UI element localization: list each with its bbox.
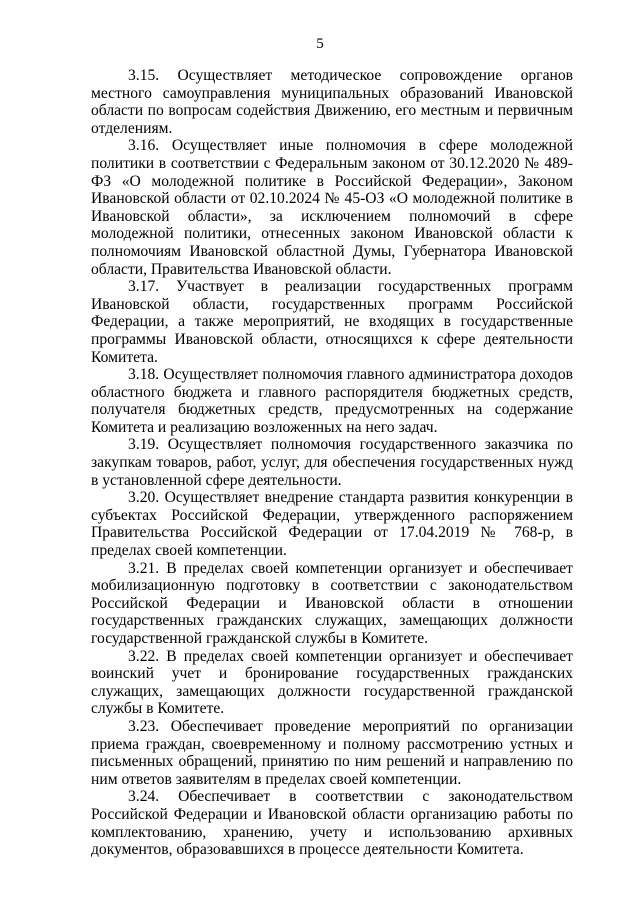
paragraph-3-24: 3.24. Обеспечивает в соответствии с законодательством Российской Федерации и Ивановской области организацию работы по комплектованию, хранению, учету и использованию архивных документов, образовавшихся в процессе деятельности Комитета. [91, 788, 573, 859]
paragraph-3-23: 3.23. Обеспечивает проведение мероприятий по организации приема граждан, своевременному и полному рассмотрению устных и письменных обращений, принятию по ним решений и направлению по ним ответов заявителям в пределах своей компетенции. [91, 717, 573, 788]
paragraph-3-15: 3.15. Осуществляет методическое сопровождение органов местного самоуправления муниципальных образований Ивановской области по вопросам содействия Движению, его местным и первичным отделениям. [91, 67, 573, 137]
paragraph-3-21: 3.21. В пределах своей компетенции организует и обеспечивает мобилизационную подготовку в соответствии с законодательством Российской Федерации и Ивановской области в отношении государственных гражданских служащих, замещающих должности государственной гражданской службы в Комитете. [91, 559, 573, 647]
paragraph-3-22: 3.22. В пределах своей компетенции организует и обеспечивает воинский учет и бронирование государственных гражданских служащих, замещающих должности государственной гражданской службы в Комитете. [91, 647, 573, 718]
paragraph-3-19: 3.19. Осуществляет полномочия государственного заказчика по закупкам товаров, работ, услуг, для обеспечения государственных нужд в установленной сфере деятельности. [91, 436, 573, 489]
paragraph-3-20: 3.20. Осуществляет внедрение стандарта развития конкуренции в субъектах Российской Федерации, утвержденного распоряжением Правительства Российской Федерации от 17.04.2019 № 768-р, в пределах своей компетенции. [91, 489, 573, 560]
paragraph-3-16: 3.16. Осуществляет иные полномочия в сфере молодежной политики в соответствии с Федеральным законом от 30.12.2020 № 489-ФЗ «О молодежной политике в Российской Федерации», Законом Ивановской области от 02.10.2024 № 45-ОЗ «О молодежной политике в Ивановской области», за исключением полномочий в сфере молодежной политики, отнесенных законом Ивановской области к полномочиям Ивановской областной Думы, Губернатора Ивановской области, Правительства Ивановской области. [91, 137, 573, 278]
page-number: 5 [316, 36, 324, 52]
document-body [91, 67, 573, 859]
paragraph-3-17: 3.17. Участвует в реализации государственных программ Ивановской области, государственных программ Российской Федерации, а также мероприятий, не входящих в государственные программы Ивановской области, относящихся к сфере деятельности Комитета. [91, 278, 573, 366]
paragraph-3-18: 3.18. Осуществляет полномочия главного администратора доходов областного бюджета и главного распорядителя бюджетных средств, получателя бюджетных средств, предусмотренных на содержание Комитета и реализацию возложенных на него задач. [91, 366, 573, 436]
